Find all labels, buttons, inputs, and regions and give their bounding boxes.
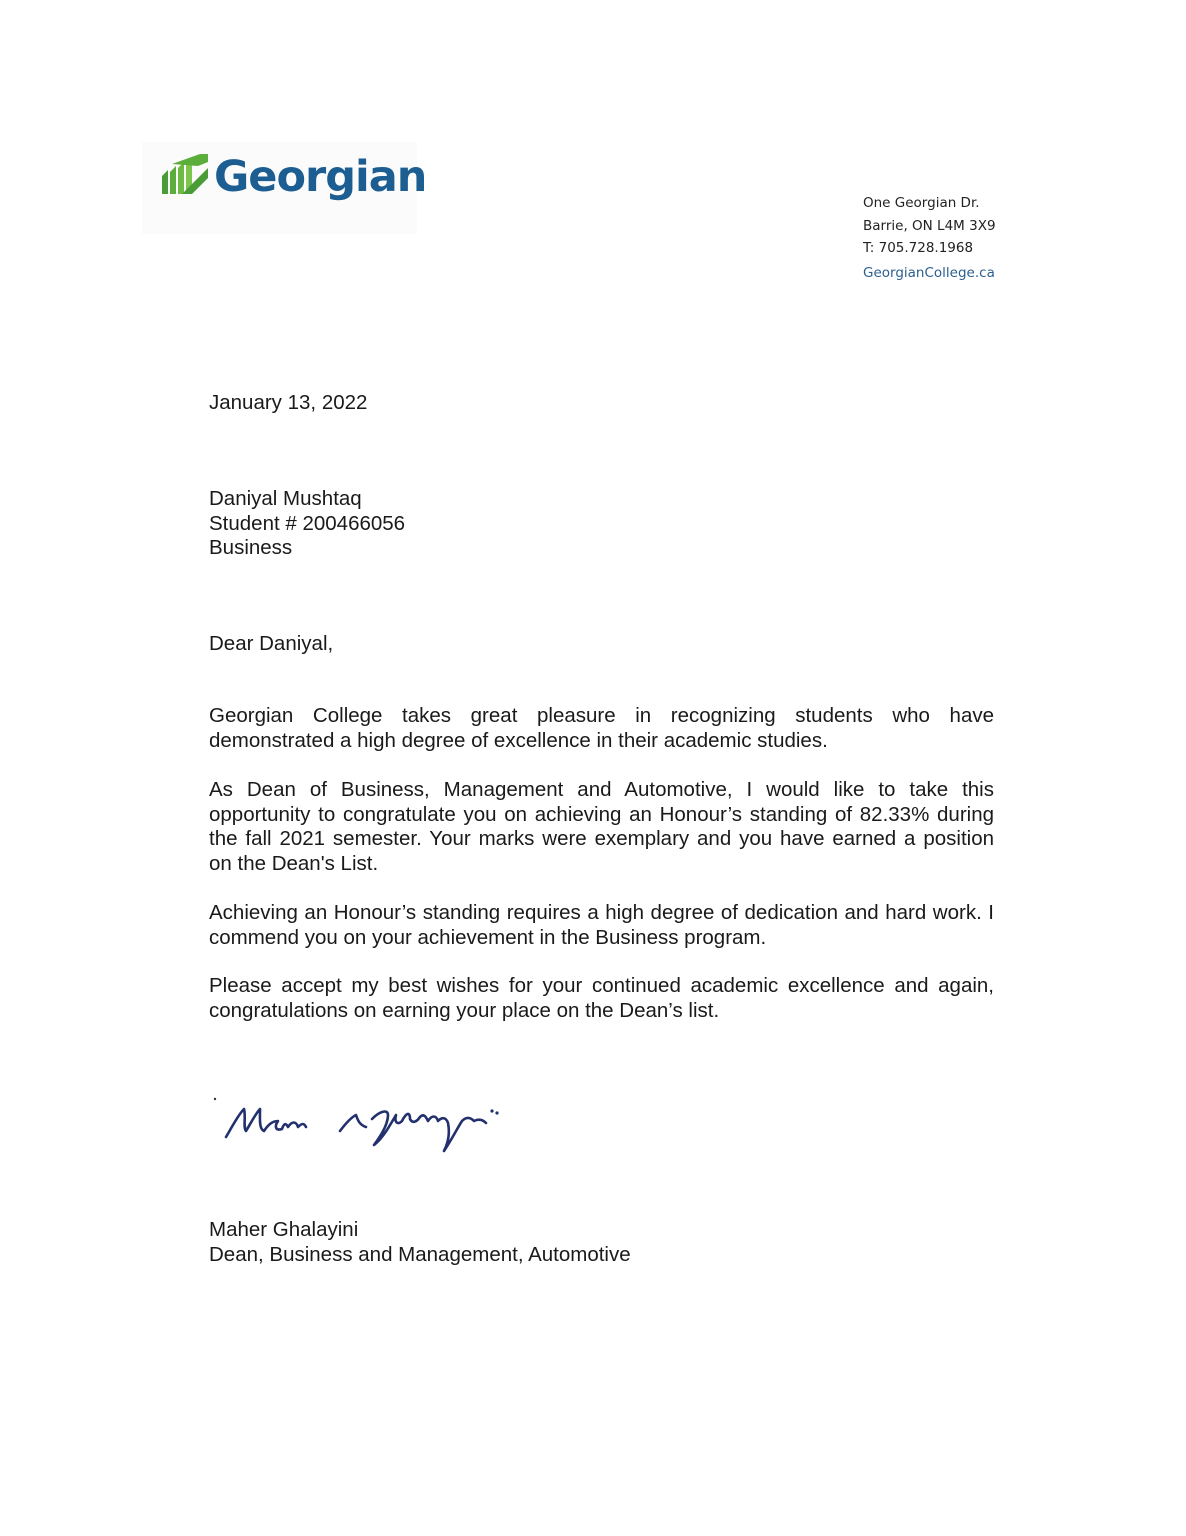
letter-date: January 13, 2022 [209, 391, 368, 414]
logo-wordmark: Georgian [214, 152, 427, 202]
address-street: One Georgian Dr. [863, 195, 980, 211]
body-paragraph: Achieving an Honour’s standing requires a high degree of dedication and hard work. I commend you on your achievement in the Business program. [209, 901, 994, 949]
body-paragraph: As Dean of Business, Management and Automotive, I would like to take this opportunity to congratulate you on achieving an Honour’s standing of 82.33% during the fall 2021 semester. Your marks were exemplary and you have earned a position on the Dean's List. [209, 778, 994, 875]
student-number: Student # 200466056 [209, 511, 406, 535]
recipient-name: Daniyal Mushtaq [209, 487, 362, 510]
body-paragraph: Georgian College takes great pleasure in recognizing students who have demonstrated a high degree of excellence in their academic studies. [209, 704, 994, 752]
address-phone: T: 705.728.1968 [863, 240, 974, 256]
georgian-logo [142, 142, 427, 234]
signer-block [209, 1218, 631, 1267]
georgian-logo-icon [162, 154, 208, 200]
program-name: Business [209, 536, 293, 559]
letterhead-address [863, 192, 996, 284]
greeting: Dear Daniyal, [209, 632, 334, 655]
recipient-block [209, 487, 405, 561]
body-paragraph: Please accept my best wishes for your continued academic excellence and again, congratulations on earning your place on the Dean’s list. [209, 974, 994, 1022]
signature-icon [212, 1093, 512, 1158]
website-link[interactable]: GeorgianCollege.ca [863, 264, 995, 281]
signer-title: Dean, Business and Management, Automotive [209, 1242, 631, 1266]
signer-name: Maher Ghalayini [209, 1218, 359, 1241]
address-city: Barrie, ON L4M 3X9 [863, 217, 996, 234]
